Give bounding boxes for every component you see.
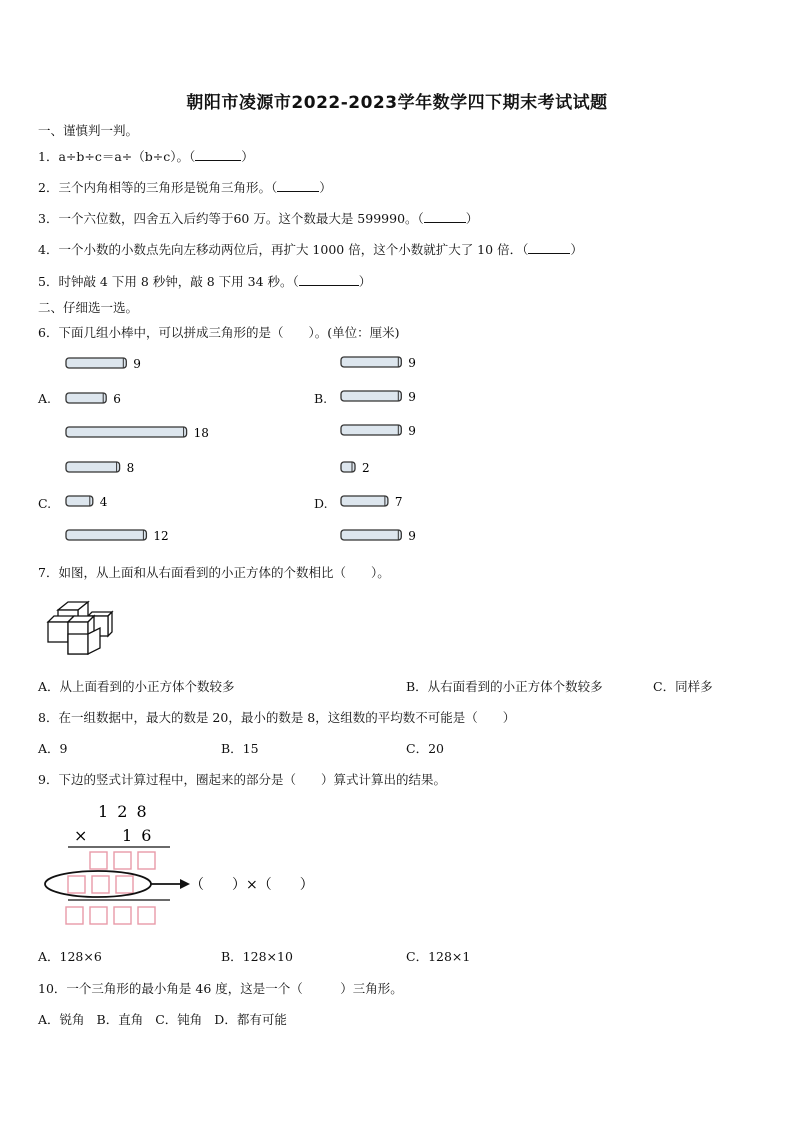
question-text: 时钟敲 4 下用 8 秒钟，敲 8 下用 34 秒。（ bbox=[58, 274, 299, 289]
partial-product-boxes-row1 bbox=[90, 852, 155, 869]
question-number: 5． bbox=[38, 274, 59, 289]
rod-length-label: 4 bbox=[99, 495, 108, 509]
rod-group_b-2 bbox=[341, 425, 401, 435]
q8-option-c[interactable]: C．20 bbox=[406, 741, 444, 756]
q8-option-a[interactable]: A．9 bbox=[38, 741, 68, 756]
section-heading-choose: 二、仔细选一选。 bbox=[38, 300, 139, 315]
rod-length-label: 12 bbox=[153, 529, 169, 543]
partial-product-boxes-row2 bbox=[68, 876, 133, 893]
rod-length-label: 9 bbox=[133, 357, 141, 371]
question-text: 三个内角相等的三角形是锐角三角形。（ bbox=[58, 180, 278, 195]
q8-option-b[interactable]: B．15 bbox=[221, 741, 259, 756]
question-number: 3． bbox=[38, 211, 59, 226]
question-7-stem: 7．如图，从上面和从右面看到的小正方体的个数相比（ ）。 bbox=[38, 565, 390, 580]
page-title: 朝阳市凌源市2022-2023学年数学四下期末考试试题 bbox=[186, 93, 608, 113]
q7-option-a[interactable]: A．从上面看到的小正方体个数较多 bbox=[38, 679, 235, 694]
q7-option-b[interactable]: B．从右面看到的小正方体个数较多 bbox=[406, 679, 603, 694]
q10-options bbox=[38, 1010, 287, 1028]
answer-blank[interactable] bbox=[424, 210, 466, 223]
rod-group_b-1 bbox=[341, 391, 401, 401]
rod-length-label: 8 bbox=[126, 461, 135, 475]
question-1: 1．a÷b÷c＝a÷（b÷c）。（ ） bbox=[38, 149, 254, 164]
q6-rod-figure bbox=[0, 345, 794, 550]
times-sign: × bbox=[74, 826, 88, 845]
q6-option-b[interactable]: B. bbox=[314, 391, 328, 406]
cube-stack-figure bbox=[44, 600, 114, 658]
q10-option-c[interactable]: C．钝角 bbox=[155, 1012, 203, 1027]
rod-group_c-1 bbox=[66, 496, 93, 506]
question-8-stem: 8．在一组数据中，最大的数是 20，最小的数是 8，这组数的平均数不可能是（ ） bbox=[38, 710, 516, 725]
rod-group_c-2 bbox=[66, 530, 146, 540]
answer-blank[interactable] bbox=[195, 148, 241, 161]
q7-option-c[interactable]: C．同样多 bbox=[653, 679, 713, 694]
rod-length-label: 9 bbox=[408, 529, 416, 543]
q6-option-a[interactable]: A. bbox=[38, 391, 52, 406]
multiplier: 1 6 bbox=[122, 826, 154, 845]
question-10-stem: 10．一个三角形的最小角是 46 度，这是一个（ ）三角形。 bbox=[38, 981, 403, 996]
question-text: a÷b÷c＝a÷（b÷c）。（ bbox=[58, 149, 196, 164]
rod-length-label: 7 bbox=[394, 495, 403, 509]
rod-group_a-0 bbox=[66, 358, 126, 368]
q10-option-b[interactable]: B．直角 bbox=[96, 1012, 144, 1027]
rod-group_c-0 bbox=[66, 462, 120, 472]
q6-option-d[interactable]: D. bbox=[314, 496, 328, 511]
multiplicand: 1 2 8 bbox=[98, 802, 149, 821]
question-number: 2． bbox=[38, 180, 59, 195]
rod-group_a-2 bbox=[66, 427, 187, 437]
rod-length-label: 6 bbox=[113, 392, 121, 406]
arrow-answer-blanks: （ ）×（ ） bbox=[190, 877, 314, 893]
rod-length-label: 2 bbox=[362, 461, 370, 475]
arrow-head-icon bbox=[180, 879, 190, 889]
rod-group_a-1 bbox=[66, 393, 106, 403]
question-3: 3．一个六位数，四舍五入后约等于60 万。这个数最大是 599990。（ ） bbox=[38, 211, 479, 226]
question-text: 一个小数的小数点先向左移动两位后，再扩大 1000 倍，这个小数就扩大了 10 倍．（ bbox=[58, 242, 529, 257]
rod-length-label: 9 bbox=[408, 356, 416, 370]
q10-option-a[interactable]: A．锐角 bbox=[38, 1012, 85, 1027]
section-heading-judge: 一、谨慎判一判。 bbox=[38, 123, 139, 138]
q6-option-c[interactable]: C. bbox=[38, 496, 52, 511]
answer-blank[interactable] bbox=[277, 179, 319, 192]
answer-blank[interactable] bbox=[299, 273, 359, 286]
question-5: 5．时钟敲 4 下用 8 秒钟，敲 8 下用 34 秒。（ ） bbox=[38, 274, 372, 289]
question-2: 2．三个内角相等的三角形是锐角三角形。（ ） bbox=[38, 180, 332, 195]
q9-option-a[interactable]: A．128×6 bbox=[38, 949, 102, 964]
question-number: 1． bbox=[38, 149, 59, 164]
rod-length-label: 9 bbox=[408, 390, 416, 404]
product-boxes bbox=[66, 907, 155, 924]
q9-option-b[interactable]: B．128×10 bbox=[221, 949, 293, 964]
rod-length-label: 18 bbox=[193, 426, 209, 440]
question-text: 一个六位数，四舍五入后约等于60 万。这个数最大是 599990。（ bbox=[58, 211, 424, 226]
question-number: 4． bbox=[38, 242, 59, 257]
rod-group_d-1 bbox=[341, 496, 388, 506]
answer-blank[interactable] bbox=[528, 241, 570, 254]
q10-option-d[interactable]: D．都有可能 bbox=[214, 1012, 287, 1027]
rod-group_d-0 bbox=[341, 462, 355, 472]
question-4: 4．一个小数的小数点先向左移动两位后，再扩大 1000 倍，这个小数就扩大了 10 倍．（ ） bbox=[38, 242, 583, 257]
question-6-stem: 6．下面几组小棒中，可以拼成三角形的是（ ）。(单位：厘米) bbox=[38, 325, 400, 340]
vertical-multiplication-figure bbox=[40, 796, 360, 936]
rod-length-label: 9 bbox=[408, 424, 416, 438]
q9-option-c[interactable]: C．128×1 bbox=[406, 949, 471, 964]
rod-group_d-2 bbox=[341, 530, 401, 540]
question-9-stem: 9．下边的竖式计算过程中，圈起来的部分是（ ）算式计算出的结果。 bbox=[38, 772, 446, 787]
rod-group_b-0 bbox=[341, 357, 401, 367]
